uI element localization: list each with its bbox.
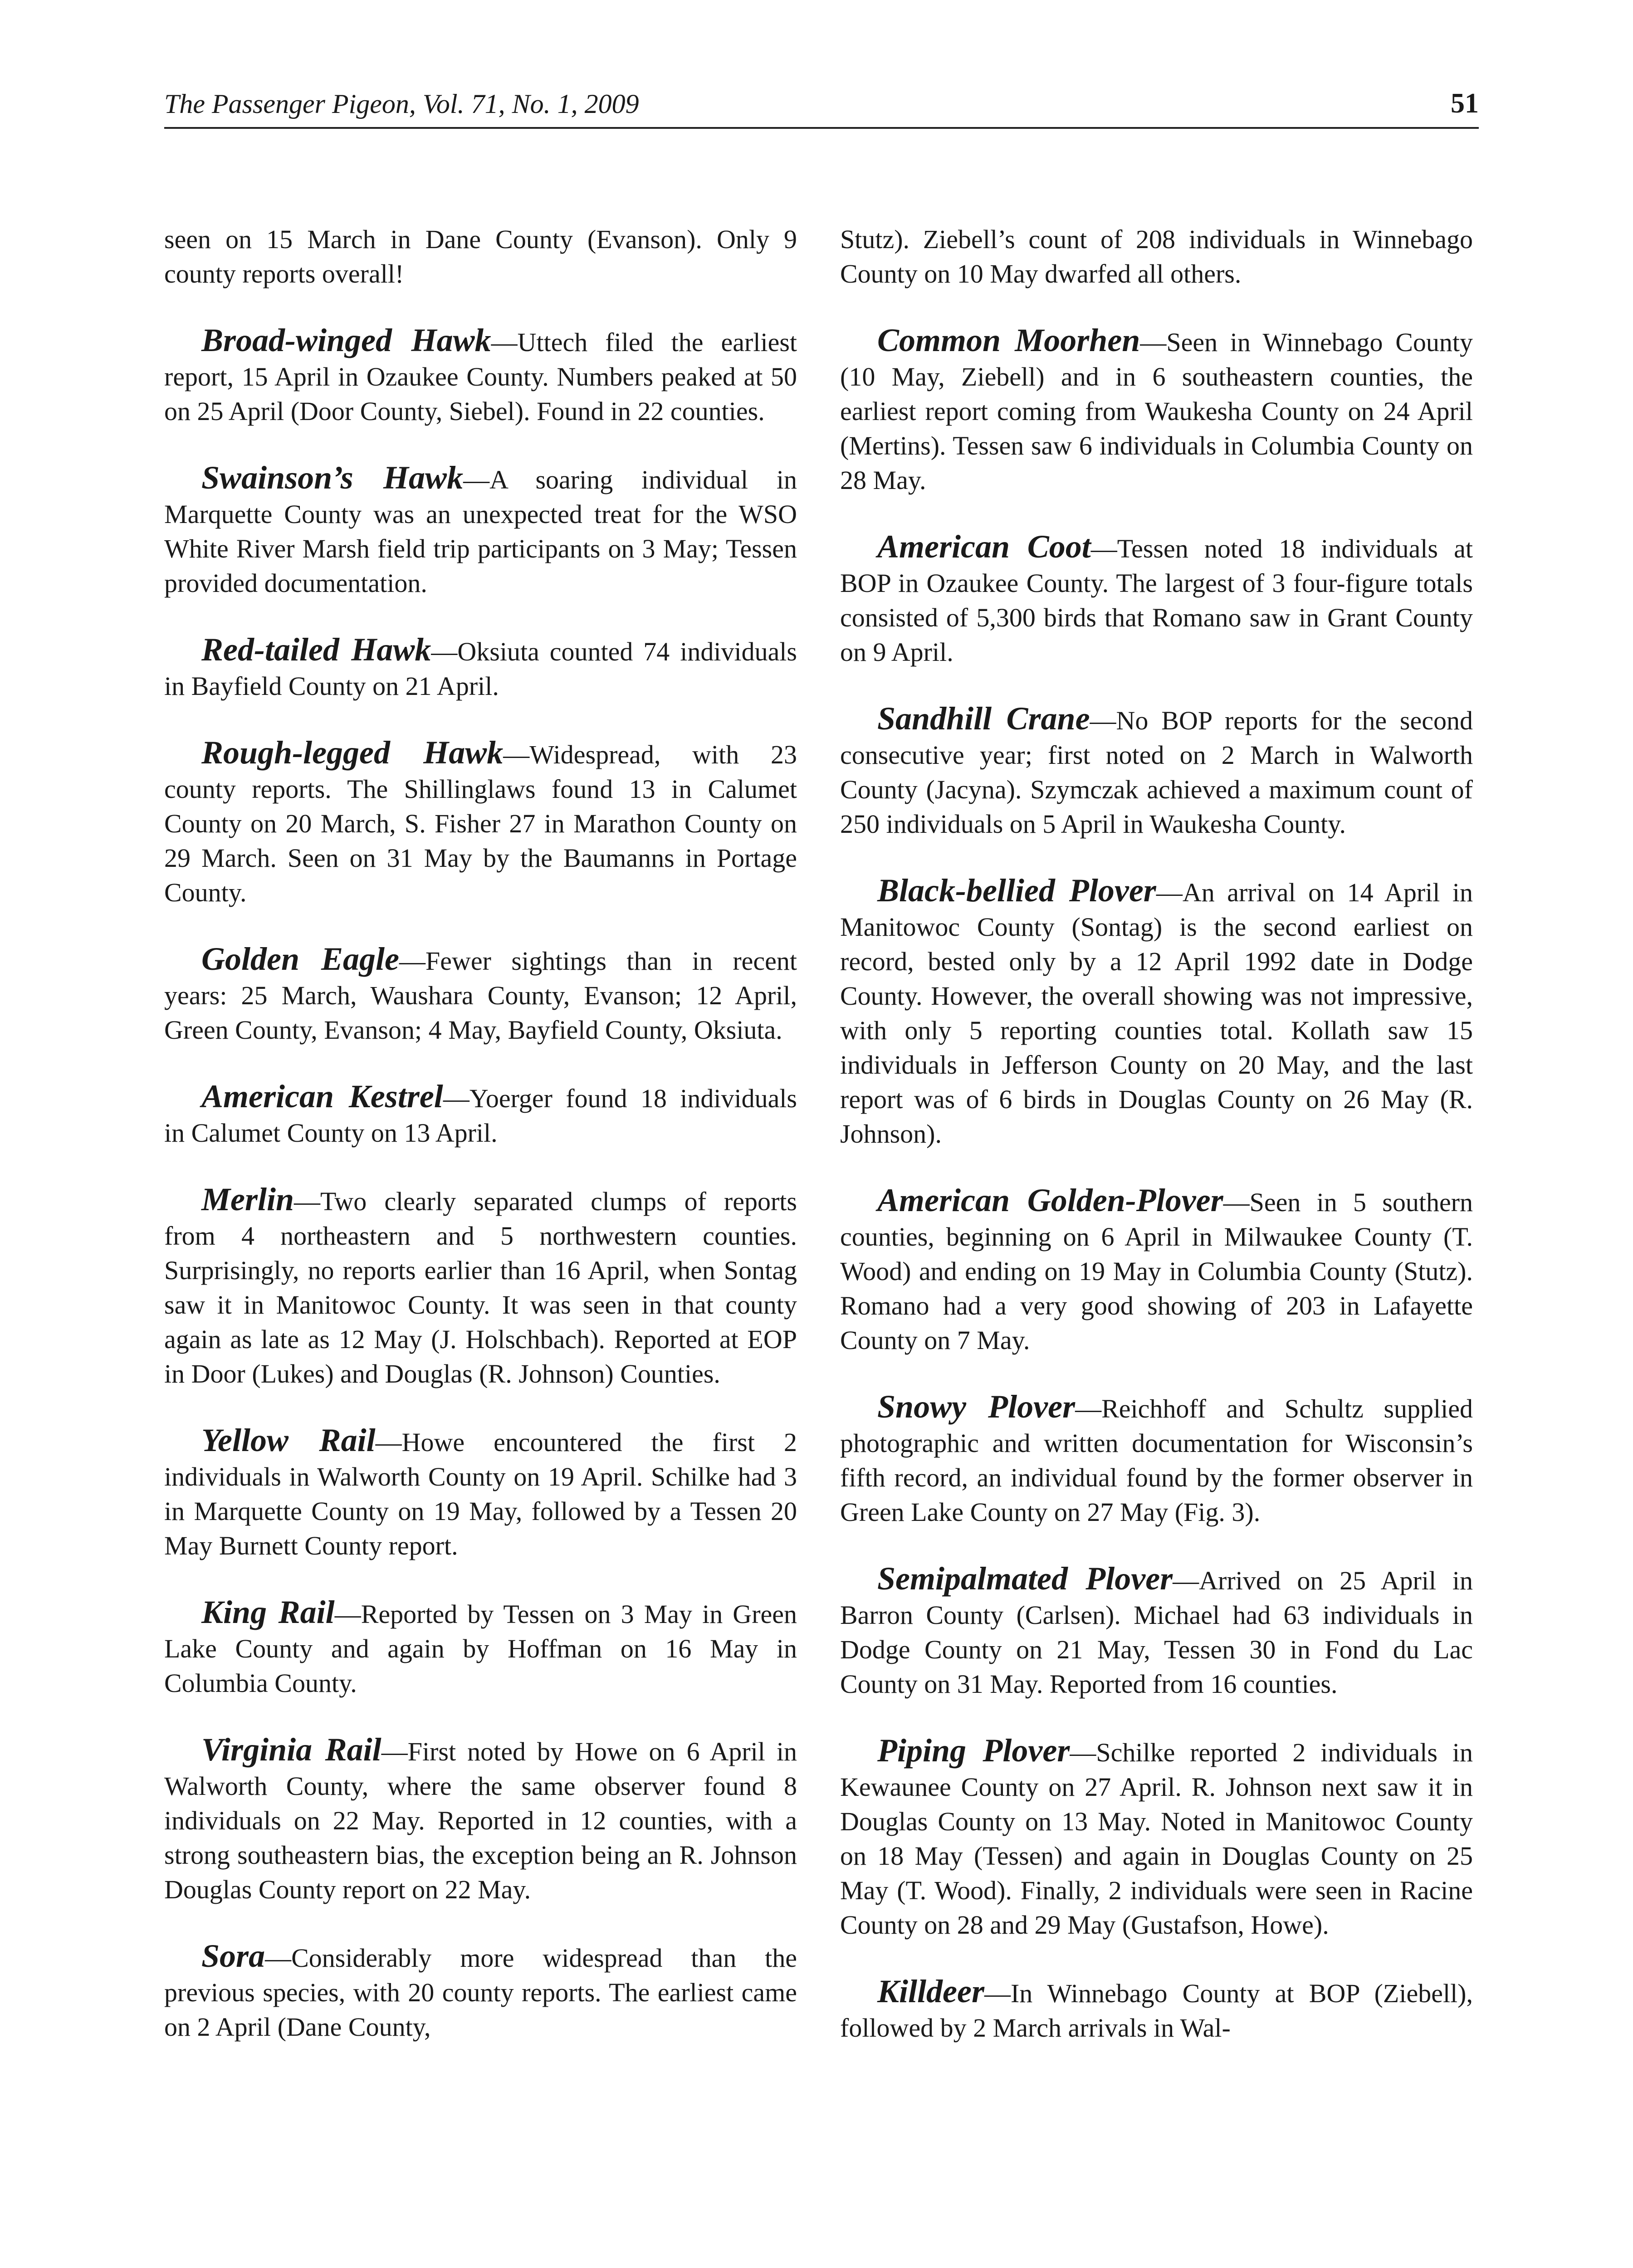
species-name: Sora [201,1938,265,1974]
species-entry [840,323,1473,498]
species-text: —In Winnebago County at BOP (Ziebell), followed by 2 March arrivals in Wal- [840,1979,1473,2043]
species-name: Black-bellied Plover [877,872,1156,909]
species-entry [164,1182,797,1391]
species-name: Broad-winged Hawk [201,322,491,358]
journal-title: The Passenger Pigeon, Vol. 71, No. 1, 2009 [164,89,639,119]
species-name: Snowy Plover [877,1388,1076,1425]
species-text: —A soaring individual in Marquette County was an unexpected treat for the WSO White River Marsh field trip participants on 3 May; Tessen provided documentation. [164,465,797,598]
species-entry [840,1561,1473,1701]
species-text: —Yoerger found 18 individuals in Calumet County on 13 April. [164,1084,797,1148]
species-name: American Golden-Plover [877,1182,1223,1218]
running-head [164,84,1479,129]
species-text: —Considerably more widespread than the previous species, with 20 county reports. The earliest came on 2 April (Dane County, [164,1943,797,2042]
species-entry [840,1974,1473,2045]
species-name: Rough-legged Hawk [201,734,504,771]
species-name: Red-tailed Hawk [201,631,431,668]
species-name: Merlin [201,1181,294,1217]
species-text: —Seen in 5 southern counties, beginning on 6 April in Milwaukee County (T. Wood) and ending on 19 May in Columbia County (Stutz). Romano had a very good showing of 203 in Lafayette County on 7 May. [840,1188,1473,1355]
species-text: —Seen in Winnebago County (10 May, Ziebell) and in 6 southeastern counties, the earliest report coming from Waukesha County on 24 April (Mertins). Tessen saw 6 individuals in Columbia County on 28 May. [840,327,1473,495]
species-entry [840,1389,1473,1530]
species-name: American Coot [877,528,1091,565]
species-entry [164,460,797,601]
species-name: Golden Eagle [201,941,399,977]
species-entry [164,1732,797,1907]
species-name: Virginia Rail [201,1731,381,1768]
species-text: —Fewer sightings than in recent years: 25 March, Waushara County, Evanson; 12 April, Green County, Evanson; 4 May, Bayfield County, Oksiuta. [164,946,797,1045]
species-name: King Rail [201,1594,335,1630]
species-entry [164,735,797,910]
species-text: —Widespread, with 23 county reports. The Shillinglaws found 13 in Calumet County on 20 March, S. Fisher 27 in Marathon County on 29 March. Seen on 31 May by the Baumanns in Portage County. [164,740,797,907]
species-entry [164,942,797,1047]
species-entry [840,529,1473,670]
species-text: —An arrival on 14 April in Manitowoc County (Sontag) is the second earliest on record, bested only by a 12 April 1992 date in Dodge County. However, the overall showing was not impressive, with only 5 reporting counties total. Kollath saw 15 individuals in Jefferson County on 20 May, and the last report was of 6 birds in Douglas County on 26 May (R. Johnson). [840,878,1473,1149]
species-name: Swainson’s Hawk [201,459,464,496]
species-text: —Arrived on 25 April in Barron County (Carlsen). Michael had 63 individuals in Dodge County on 21 May, Tessen 30 in Fond du Lac County on 31 May. Reported from 16 counties. [840,1566,1473,1699]
left-column [164,222,797,2076]
species-entry [164,632,797,704]
species-entry [164,1079,797,1150]
species-text: —Reported by Tessen on 3 May in Green Lake County and again by Hoffman on 16 May in Columbia County. [164,1599,797,1698]
species-name: Sandhill Crane [877,700,1090,737]
continuation-paragraph: Stutz). Ziebell’s count of 208 individuals in Winnebago County on 10 May dwarfed all others. [840,225,1473,288]
species-entry [840,701,1473,841]
page-number: 51 [1451,88,1479,119]
species-entry [164,1939,797,2044]
species-text: —First noted by Howe on 6 April in Walworth County, where the same observer found 8 individuals on 22 May. Reported in 12 counties, with a strong southeastern bias, the exception being an R. Johnson Douglas County report on 22 May. [164,1737,797,1904]
species-name: Killdeer [877,1973,984,2009]
species-entry [164,323,797,429]
species-name: Semipalmated Plover [877,1560,1173,1597]
species-text: —Howe encountered the first 2 individuals in Walworth County on 19 April. Schilke had 3 in Marquette County on 19 May, followed by a Tessen 20 May Burnett County report. [164,1427,797,1560]
species-text: —Reichhoff and Schultz supplied photographic and written documentation for Wisconsin’s fifth record, an individual found by the former observer in Green Lake County on 27 May (Fig. 3). [840,1394,1473,1527]
species-entry [840,1183,1473,1358]
species-text: —Oksiuta counted 74 individuals in Bayfield County on 21 April. [164,637,797,701]
species-name: Yellow Rail [201,1422,376,1458]
species-text: —Uttech filed the earliest report, 15 April in Ozaukee County. Numbers peaked at 50 on 25 April (Door County, Siebel). Found in 22 counties. [164,327,797,426]
species-text: —No BOP reports for the second consecutive year; first noted on 2 March in Walworth County (Jacyna). Szymczak achieved a maximum count of 250 individuals on 5 April in Waukesha County. [840,706,1473,839]
species-entry [840,873,1473,1151]
species-entry [164,1423,797,1563]
species-text: —Two clearly separated clumps of reports from 4 northeastern and 5 northwestern counties. Surprisingly, no reports earlier than 16 April, when Sontag saw it in Manitowoc County. It was seen in that county again as late as 12 May (J. Holschbach). Reported at EOP in Door (Lukes) and Douglas (R. Johnson) Counties. [164,1187,797,1388]
species-name: Piping Plover [877,1732,1070,1769]
continuation-paragraph: seen on 15 March in Dane County (Evanson). Only 9 county reports overall! [164,225,797,288]
species-name: American Kestrel [201,1078,443,1114]
species-text: —Tessen noted 18 individuals at BOP in Ozaukee County. The largest of 3 four-figure totals consisted of 5,300 birds that Romano saw in Grant County on 9 April. [840,534,1473,667]
species-entry [164,1595,797,1701]
species-text: —Schilke reported 2 individuals in Kewaunee County on 27 April. R. Johnson next saw it in Douglas County on 13 May. Noted in Manitowoc County on 18 May (Tessen) and again in Douglas County on 25 May (T. Wood). Finally, 2 individuals were seen in Racine County on 28 and 29 May (Gustafson, Howe). [840,1738,1473,1940]
species-name: Common Moorhen [877,322,1140,358]
right-column [840,222,1473,2077]
species-entry [840,1733,1473,1942]
